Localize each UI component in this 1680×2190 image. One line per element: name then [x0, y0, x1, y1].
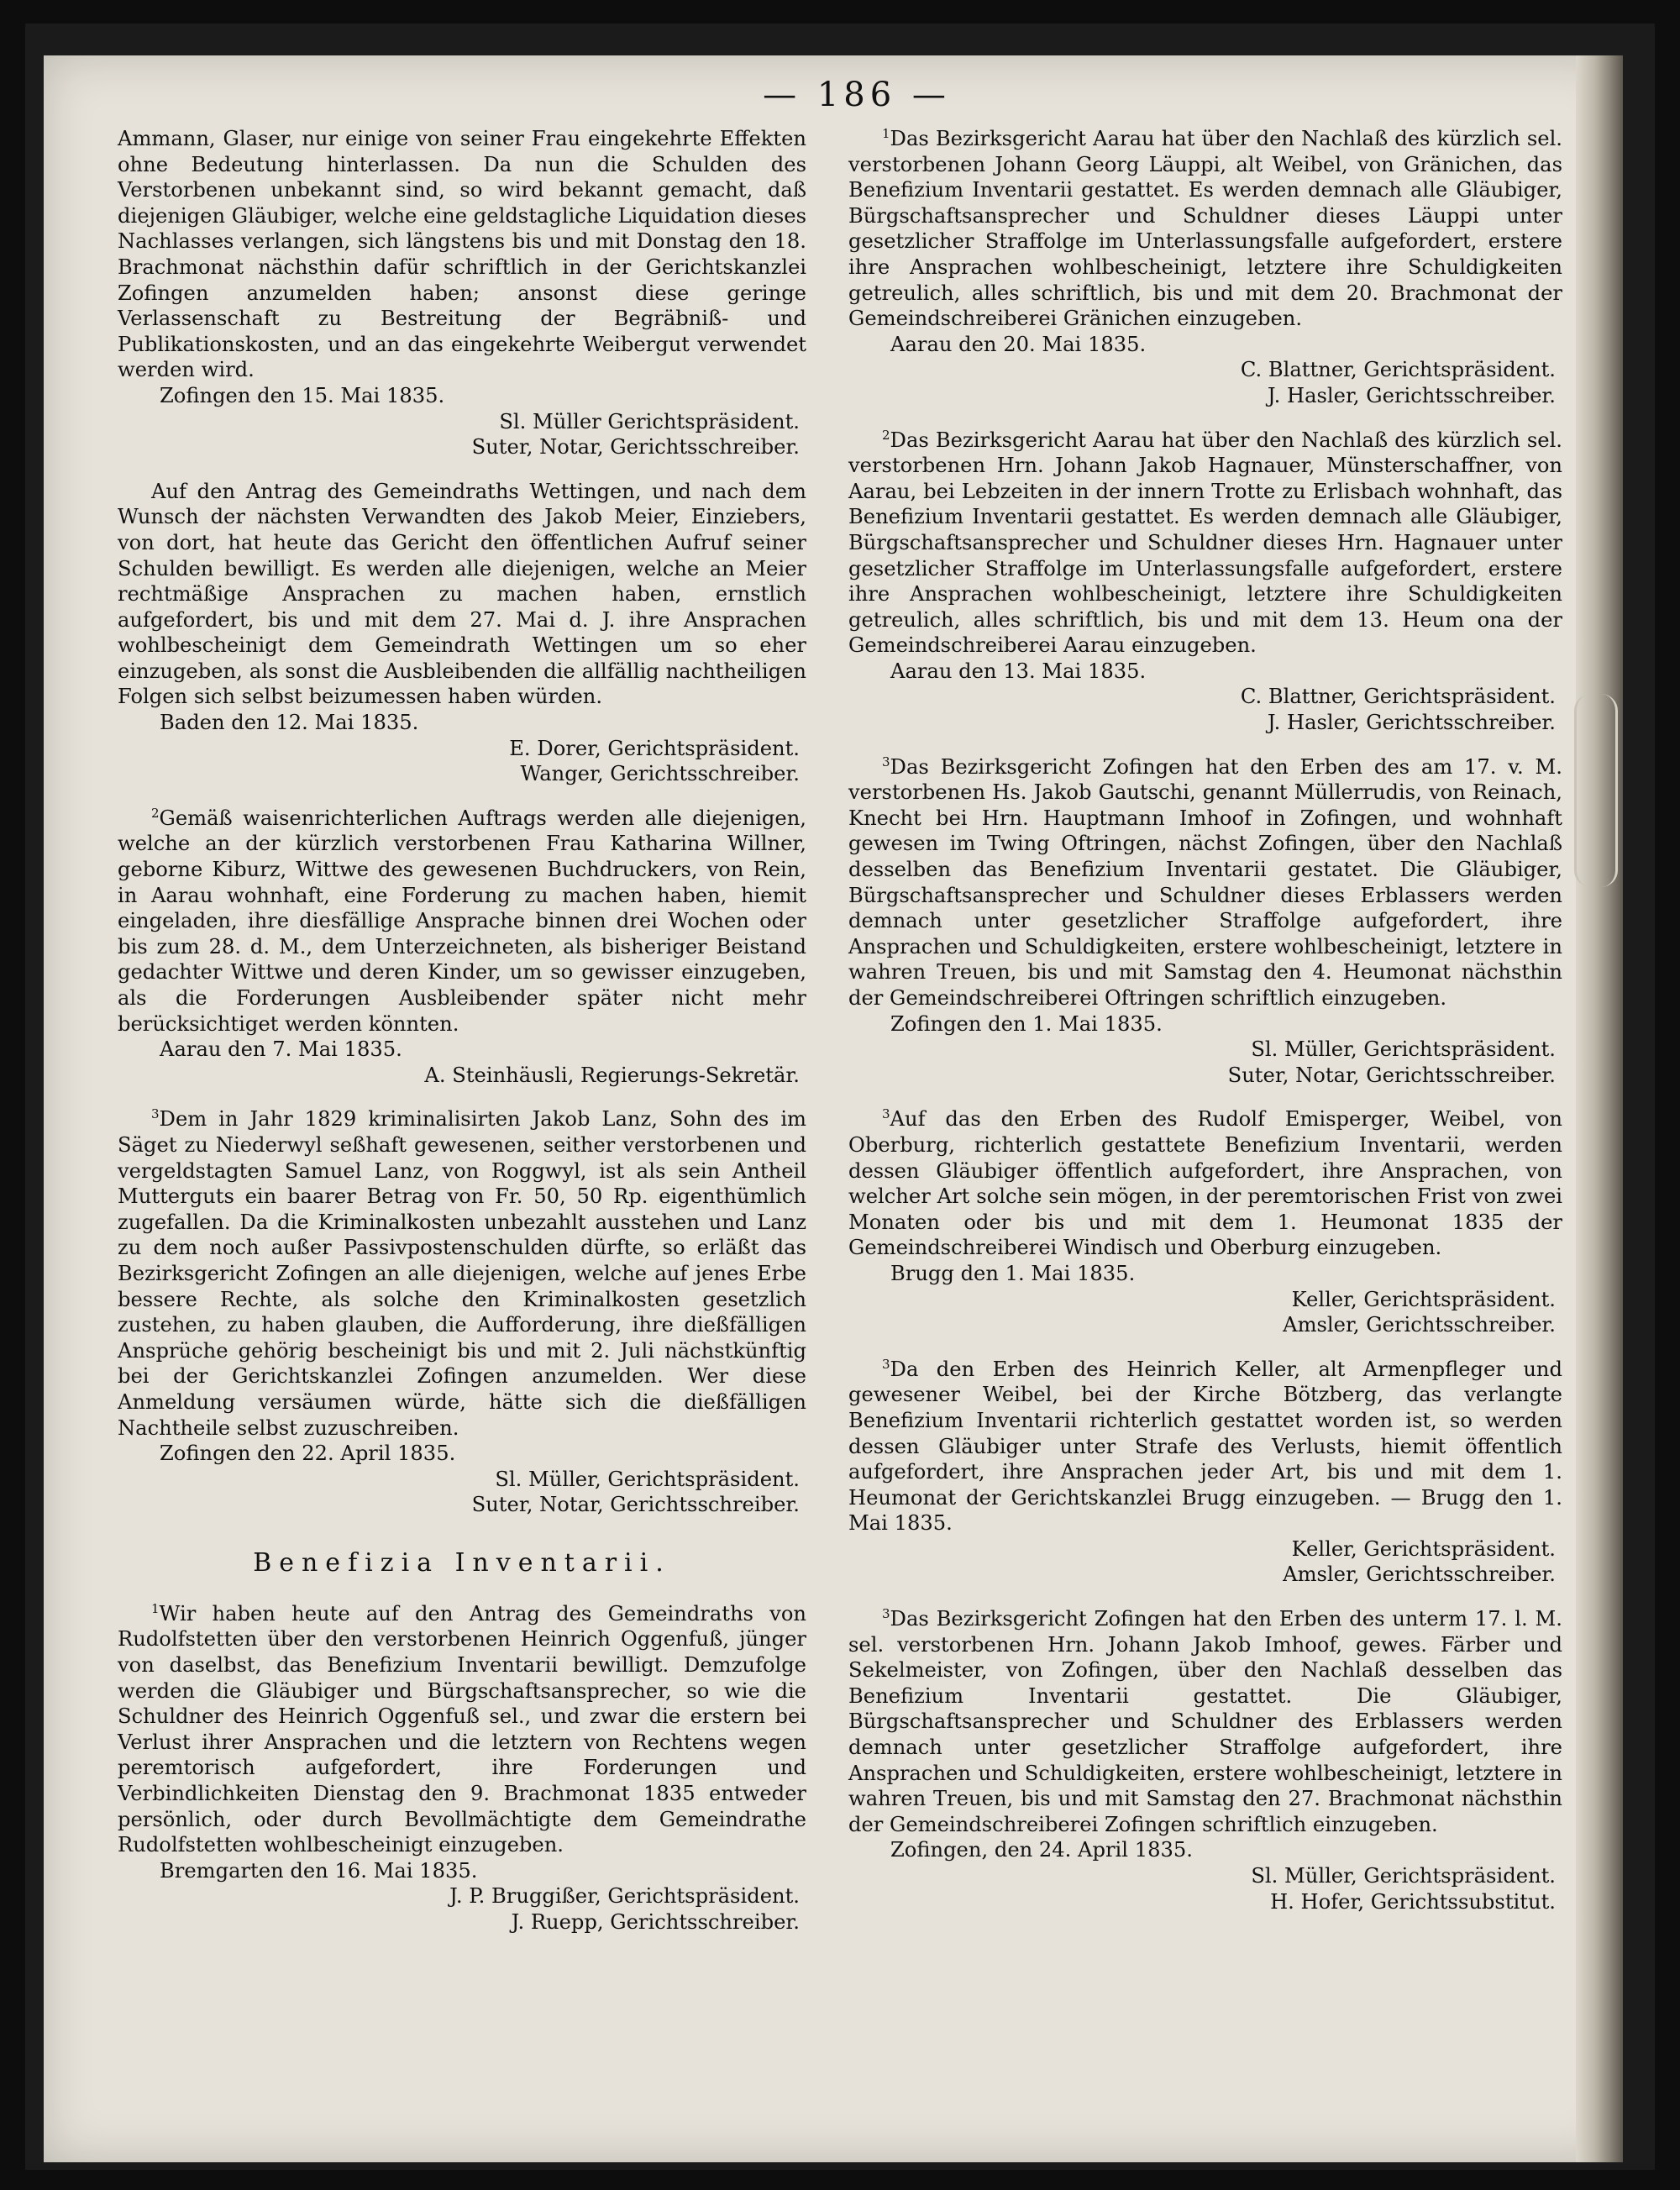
notice-signer: A. Steinhäusli, Regierungs-Sekretär. [424, 1063, 800, 1087]
notice-signer: J. P. Bruggißer, Gerichtspräsident. [449, 1884, 800, 1909]
notice-body: Das Bezirksgericht Zofingen hat den Erben des unterm 17. l. M. sel. verstorbenen Hrn. Johann Jakob Imhoof, gewes. Färber und Sekelmeister, von Zofingen, über den Nachlaß desselben das Benefizium Inventarii gestattet. Die Gläubiger, Bürgschaftsansprecher und Schuldner des Erblassers werden demnach unter gesetzlicher Straffolge aufgefordert, ihre Ansprachen und Schuldigkeiten, erstere wohlbescheinigt, letztere in wahren Treuen, bis und mit Samstag den 27. Brachmonat nächsthin der Gemeindschreiberei Zofingen schriftlich einzugeben. [848, 1607, 1562, 1836]
notice-signer: C. Blattner, Gerichtspräsident. [1240, 685, 1556, 709]
notice-text [848, 428, 1562, 659]
notice-place-date: Brugg den 1. Mai 1835. [890, 1261, 1136, 1285]
notice-text: Ammann, Glaser, nur einige von seiner Frau eingekehrte Effekten ohne Bedeutung hinterlassen. Da nun die Schulden des Verstorbenen unbekannt sind, so wird bekannt gemacht, daß diejenigen Gläubiger, welche eine geldstagliche Liquidation dieses Nachlasses verlangen, sich längstens bis und mit Donstag den 18. Brachmonat nächsthin dafür schriftlich in der Gerichtskanzlei Zofingen anzumelden haben; ansonst diese geringe Verlassenschaft zu Bestreitung der Begräbniß- und Publikationskosten, und an das eingekehrte Weibergut verwendet werden wird. [118, 127, 806, 382]
notice-body: Das Bezirksgericht Aarau hat über den Nachlaß des kürzlich sel. verstorbenen Hrn. Johann Jakob Hagnauer, Münsterschaffner, von Aarau, bei Lebzeiten in der innern Trotte zu Erlisbach wohnhaft, das Benefizium Inventarii gestattet. Es werden demnach alle Gläubiger, Bürgschaftsansprecher und Schuldner dieses Hrn. Hagnauer unter gesetzlicher Straffolge im Unterlassungsfalle aufgefordert, erstere ihre Ansprachen wohlbescheinigt, letztere ihre Schuldigkeiten getreulich, alles schriftlich, bis und mit dem 13. Heum ona der Gemeindschreiberei Aarau einzugeben. [848, 428, 1562, 658]
notice-clerk: Wanger, Gerichtsschreiber. [520, 762, 800, 786]
binding-thread [1574, 694, 1618, 887]
notice-clerk: J. Ruepp, Gerichtsschreiber. [511, 1910, 800, 1934]
section-heading: Benefizia Inventarii. [253, 1547, 671, 1578]
notice-clerk: Suter, Notar, Gerichtsschreiber. [1227, 1063, 1556, 1087]
notice-place-date: Aarau den 7. Mai 1835. [160, 1037, 402, 1062]
notice-text [848, 126, 1562, 332]
notice-zofingen-imhoof [848, 1606, 1562, 1914]
notice-place-date: Zofingen den 1. Mai 1835. [890, 1011, 1163, 1036]
right-column [848, 126, 1562, 1926]
footnote-marker: 3 [882, 1106, 890, 1122]
notice-text [848, 1357, 1562, 1536]
notice-place-date: Zofingen den 22. April 1835. [160, 1442, 456, 1466]
notice-text [848, 1606, 1562, 1837]
notice-body: Wir haben heute auf den Antrag des Gemeindraths von Rudolfstetten über den verstorbenen Heinrich Oggenfuß, jünger von daselbst, das Benefizium Inventarii bewilligt. Demzufolge werden die Gläubiger und Bürgschaftsansprecher, so wie die Schuldner des Heinrich Oggenfuß sel., und zwar die erstern bei Verlust ihrer Ansprachen und die letztern von Rechtens wegen peremtorisch aufgefordert, ihre Forderungen und Verbindlichkeiten Dienstag den 9. Brachmonat 1835 entweder persönlich, oder durch Bevollmächtigte dem Gemeindrathe Rudolfstetten wohlbescheinigt einzugeben. [118, 1601, 806, 1857]
notice-clerk: Amsler, Gerichtsschreiber. [1283, 1313, 1556, 1337]
page-binding-edge [1576, 55, 1623, 2162]
notice-wettingen-meier [118, 479, 806, 787]
page-number: — 186 — [763, 76, 951, 114]
notice-aarau-laeuppi [848, 126, 1562, 409]
notice-signer: C. Blattner, Gerichtspräsident. [1240, 358, 1556, 382]
footnote-marker: 1 [151, 1600, 160, 1616]
notice-clerk: H. Hofer, Gerichtssubstitut. [1270, 1889, 1556, 1914]
notice-text [848, 1106, 1562, 1261]
footnote-marker: 2 [882, 427, 890, 443]
notice-signer: Sl. Müller, Gerichtspräsident. [1251, 1037, 1556, 1062]
notice-signer: E. Dorer, Gerichtspräsident. [509, 736, 800, 760]
footnote-marker: 2 [151, 805, 160, 821]
notice-signer: Sl. Müller, Gerichtspräsident. [495, 1467, 800, 1491]
notice-clerk: J. Hasler, Gerichtsschreiber. [1267, 711, 1556, 735]
notice-body: Gemäß waisenrichterlichen Auftrags werden alle diejenigen, welche an der kürzlich verstorbenen Frau Katharina Willner, geborne Kiburz, Wittwe des gewesenen Buchdruckers, von Rein, in Aarau wohnhaft, eine Forderung zu machen haben, hiemit eingeladen, ihre diesfällige Ansprache binnen drei Wochen oder bis zum 28. d. M., dem Unterzeichneten, als bisheriger Beistand gedachter Wittwe und deren Kinder, um so gewisser einzugeben, als die Forderungen Ausbleibender später nicht mehr berücksichtiget werden könnten. [118, 806, 806, 1036]
notice-place-date: Aarau den 13. Mai 1835. [890, 659, 1147, 683]
notice-body: Auf das den Erben des Rudolf Emisperger, Weibel, von Oberburg, richterlich gestattete Benefizium Inventarii, werden dessen Gläubiger öffentlich aufgefordert, ihre Ansprachen, von welcher Art solche sein mögen, in der peremtorischen Frist von zwei Monaten oder bis und mit dem 1. Heumonat 1835 der Gemeindschreiberei Windisch und Oberburg einzugeben. [848, 1107, 1562, 1260]
notice-aarau-hagnauer [848, 428, 1562, 736]
notice-text [118, 1106, 806, 1441]
notice-clerk: J. Hasler, Gerichtsschreiber. [1267, 383, 1556, 407]
footnote-marker: 3 [882, 1356, 890, 1372]
footnote-marker: 1 [882, 125, 890, 141]
notice-text [118, 806, 806, 1037]
notice-signer: Keller, Gerichtspräsident. [1291, 1536, 1556, 1561]
notice-text [118, 1601, 806, 1858]
notice-zofingen-gautschi [848, 754, 1562, 1089]
notice-place-date: Zofingen, den 24. April 1835. [890, 1838, 1193, 1862]
notice-body: Das Bezirksgericht Aarau hat über den Nachlaß des kürzlich sel. verstorbenen Johann Georg Läuppi, alt Weibel, von Gränichen, das Benefizium Inventarii gestattet. Es werden demnach alle Gläubiger, Bürgschaftsansprecher und Schuldner dieses Läuppi unter gesetzlicher Straffolge im Unterlassungsfalle aufgefordert, erstere ihre Ansprachen wohlbescheinigt, letztere ihre Schuldigkeiten getreulich, alles schriftlich, bis und mit dem 20. Brachmonat der Gemeindschreiberei Gränichen einzugeben. [848, 127, 1562, 331]
notice-aarau-willner [118, 806, 806, 1089]
footnote-marker: 3 [151, 1106, 160, 1122]
notice-brugg-keller [848, 1357, 1562, 1588]
notice-zofingen-glaser [118, 126, 806, 460]
notice-signer: Sl. Müller Gerichtspräsident. [499, 409, 800, 433]
notice-place-date: Zofingen den 15. Mai 1835. [160, 383, 445, 407]
footnote-marker: 3 [882, 754, 890, 769]
notice-body: Dem in Jahr 1829 kriminalisirten Jakob Lanz, Sohn des im Säget zu Niederwyl seßhaft gewesenen, seither verstorbenen und vergeldstagten Samuel Lanz, von Roggwyl, ist als sein Antheil Mutterguts ein baarer Betrag von Fr. 50, 50 Rp. eigenthümlich zugefallen. Da die Kriminalkosten unbezahlt ausstehen und Lanz zu dem noch außer Passivpostenschulden dürfte, so erläßt das Bezirksgericht Zofingen an alle diejenigen, welche auf jenes Erbe bessere Rechte, als solche den Kriminalkosten gesetzlich zustehen, zu haben glauben, die Aufforderung, ihre dießfälligen Ansprüche gehörig bescheinigt bis und mit 2. Juli nächstkünftig bei der Gerichtskanzlei Zofingen anzumelden. Wer diese Anmeldung versäumen würde, hätte sich die dießfälligen Nachtheile selbst zuzuschreiben. [118, 1107, 806, 1440]
notice-clerk: Suter, Notar, Gerichtsschreiber. [471, 1493, 800, 1517]
notice-place-date: Bremgarten den 16. Mai 1835. [160, 1858, 478, 1883]
notice-brugg-emisperger [848, 1106, 1562, 1337]
notice-signer: Sl. Müller, Gerichtspräsident. [1251, 1864, 1556, 1888]
notice-text: Auf den Antrag des Gemeindraths Wettingen, und nach dem Wunsch der nächsten Verwandten des Jakob Meier, Einziebers, von dort, hat heute das Gericht den öffentlichen Aufruf seiner Schulden bewilligt. Es werden alle diejenigen, welche an Meier rechtmäßige Ansprachen zu machen haben, ernstlich aufgefordert, bis und mit dem 27. Mai d. J. ihre Ansprachen wohlbescheinigt dem Gemeindrath Wettingen um so eher einzugeben, als sonst die Ausbleibenden die allfällig nachtheiligen Folgen sich selbst beizumessen haben würden. [118, 479, 806, 709]
notice-clerk: Suter, Notar, Gerichtsschreiber. [471, 435, 800, 460]
notice-text [848, 754, 1562, 1011]
notice-place-date: Baden den 12. Mai 1835. [160, 711, 419, 735]
notice-rudolfstetten-oggenfuss [118, 1601, 806, 1935]
notice-zofingen-lanz [118, 1106, 806, 1518]
notice-body: Da den Erben des Heinrich Keller, alt Armenpfleger und gewesener Weibel, bei der Kirche Bötzberg, das verlangte Benefizium Inventarii richterlich gestattet worden ist, so werden dessen Gläubiger unter Strafe des Verlusts, hiemit öffentlich aufgefordert, ihre Ansprachen jeder Art, bis und mit dem 1. Heumonat der Gerichtskanzlei Brugg einzugeben. — Brugg den 1. Mai 1835. [848, 1357, 1562, 1536]
notice-place-date: Aarau den 20. Mai 1835. [890, 332, 1147, 356]
notice-body: Das Bezirksgericht Zofingen hat den Erben des am 17. v. M. verstorbenen Hs. Jakob Gautschi, genannt Müllerrudis, von Reinach, Knecht bei Hrn. Hauptmann Imhoof in Zofingen, und wohnhaft gewesen im Twing Oftringen, nächst Zofingen, über den Nachlaß desselben das Benefizium Inventarii gestatet. Die Gläubiger, Bürgschaftsansprecher und Schuldner dieses Erblassers werden demnach unter gesetzlicher Straffolge aufgefordert, ihre Ansprachen und Schuldigkeiten, erstere wohlbescheinigt, letztere in wahren Treuen, bis und mit Samstag den 4. Heumonat nächsthin der Gemeindschreiberei Oftringen schriftlich einzugeben. [848, 754, 1562, 1010]
footnote-marker: 3 [882, 1606, 890, 1621]
notice-clerk: Amsler, Gerichtsschreiber. [1283, 1562, 1556, 1587]
notice-signer: Keller, Gerichtspräsident. [1291, 1287, 1556, 1311]
left-column [118, 126, 806, 1947]
